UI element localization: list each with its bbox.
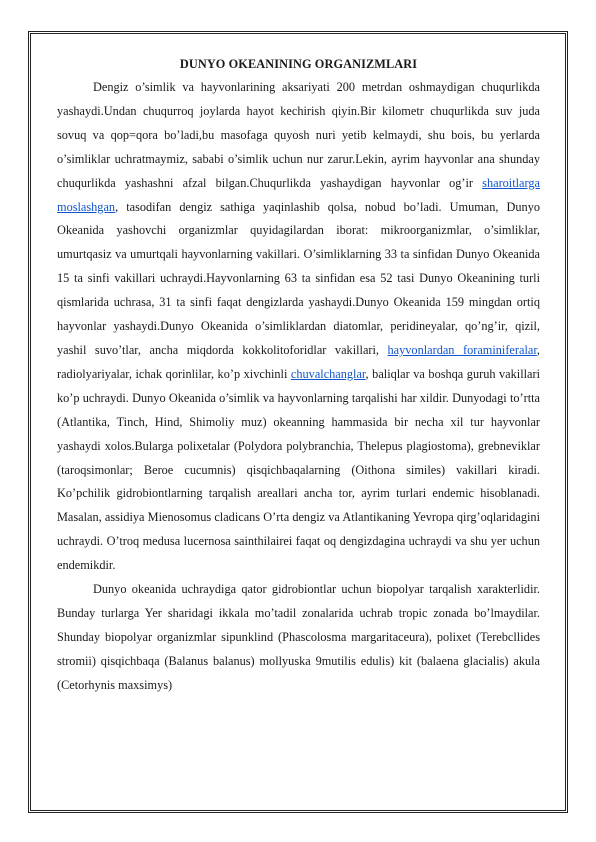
- document-body: [57, 52, 540, 698]
- link-chuvalchanglar[interactable]: chuvalchanglar: [290, 366, 366, 381]
- document-title: DUNYO OKEANINING ORGANIZMLARI: [179, 57, 418, 71]
- paragraph-1: [57, 76, 540, 578]
- link-sharoitlarga-moslashgan[interactable]: sharoitlarga moslashgan: [57, 175, 540, 214]
- paragraph-text: , baliqlar va boshqa guruh vakillari ko’p uchraydi. Dunyo Okeanida o’simlik va hayvonlarning tarqalishi har xildir. Dunyodagi to’rtta (Atlantika, Tinch, Hind, Shimoliy muz) okeanning hammasida bir necha xil tur hayvonlar yashaydi xolos.Bularga polixetalar (Polydora polybranchia, Thelepus plagiostoma), grebneviklar (taroqsimonlar; Beroe cucumnis) qisqichbaqalarning (Oithona similes) vakillari kiradi. Ko’pchilik gidrobiontlarning tarqalish areallari ancha tor, ayrim turlari endemic hisoblanadi. Masalan, assidiya Mienosomus cladicans O’rta dengiz va Atlantikaning Yevropa qirg’oqlaridagini uchraydi. O’troq medusa lucernosa sainthilairei faqat oq dengizdagina uchraydi va shu yer uchun endemikdir.: [57, 366, 541, 573]
- link-hayvonlardan-foraminiferalar[interactable]: hayvonlardan foraminiferalar: [387, 342, 537, 357]
- paragraph-text: Dunyo okeanida uchraydiga qator gidrobiontlar uchun biopolyar tarqalish xarakterlidir. Bunday turlarga Yer sharidagi ikkala mo’tadil zonalarida uchrab tropic zonada bo’lmaydilar. Shunday biopolyar organizmlar sipunklind (Phascolosma margaritaceura), polixet (Terebcllides stromii) qisqichbaqa (Balanus balanus) mollyuska 9mutilis edulis) kit (balaena glacialis) akula (Cetorhynis maxsimys): [57, 582, 540, 692]
- paragraph-text: Dengiz o’simlik va hayvonlarining aksariyati 200 metrdan oshmaydigan chuqurlikda yashaydi.Undan chuqurroq joylarda hayot kechirish qiyin.Bir kilometr chuqurlikda suv juda sovuq va qop=qora bo’ladi,bu masofaga quyosh nuri yetib kelmaydi, shu bois, bu yerlarda o’simliklar uchratmaymiz, sababi o’simlik uchun nur zarur.Lekin, ayrim hayvonlar ana shunday chuqurlikda yashashni afzal bilgan.Chuqurlikda yashaydigan hayvonlar og’ir: [57, 80, 540, 190]
- paragraph-2: [57, 578, 540, 698]
- paragraph-text: , tasodifan dengiz sathiga yaqinlashib qolsa, nobud bo’ladi. Umuman, Dunyo Okeanida yashovchi organizmlar quyidagilardan iborat: mikroorganizmlar, o’simliklar, umurtqasiz va umurtqali hayvonlarning vakillari. O’simliklarning 33 ta sinfidan Dunyo Okeanida 15 ta sinfi vakillari uchraydi.Hayvonlarning 63 ta sinfidan esa 52 tasi Dunyo Okeanining turli qismlarida uchrasa, 31 ta sinfi faqat dengizlarda yashaydi.Dunyo Okeanida 159 mingdan ortiq hayvonlar yashaydi.Dunyo Okeanida o’simliklardan diatomlar, peridineyalar, qo’ng’ir, qizil, yashil suvo’tlar, ancha miqdorda kokkolitoforidlar vakillari,: [57, 199, 540, 357]
- paragraph-text: , radiolyariyalar, ichak qorinlilar, ko’p xivchinli: [57, 342, 540, 381]
